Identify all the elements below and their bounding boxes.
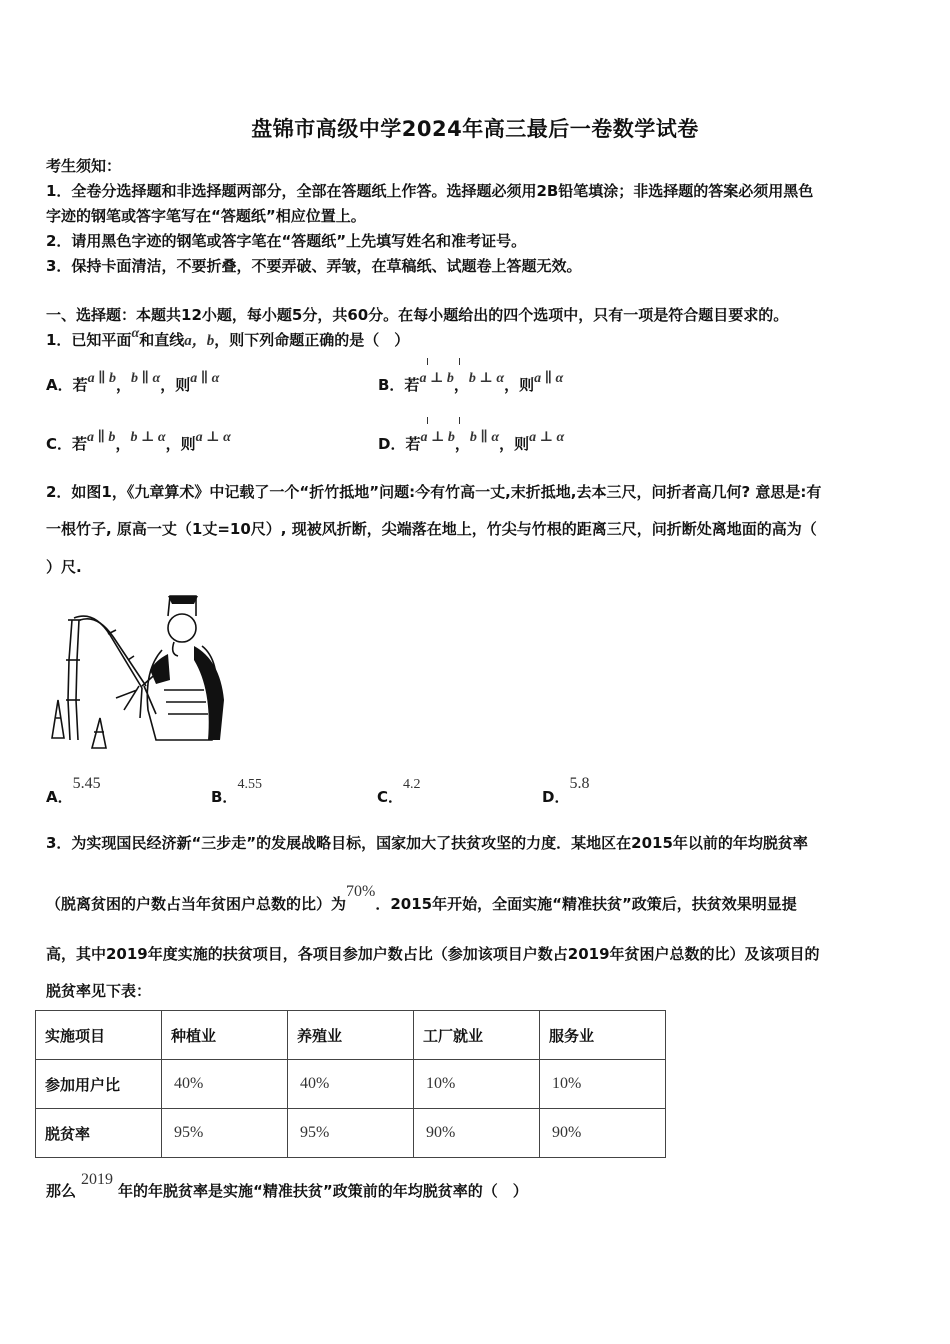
separator: ， [454,435,470,453]
condition: a ⊥ b [419,371,454,386]
table-cell: 10% [540,1060,666,1109]
option-value: 5.45 [72,775,101,792]
vector-mark [459,417,460,424]
notice-line: 字迹的钢笔或答字笔写在“答题纸”相应位置上。 [46,207,366,225]
option-label: A． [46,788,73,806]
question-2-line: ）尺. [46,558,82,576]
separator: ，则 [160,376,191,394]
table-cell: 90% [414,1109,540,1158]
stem-text: 1．已知平面 [46,331,132,349]
q2-option-b[interactable] [211,772,262,806]
table-row-label: 脱贫率 [36,1109,162,1158]
question-2-line: 一根竹子, 原高一丈（1丈=10尺）, 现被风折断，尖端落在地上，竹尖与竹根的距离三尺，问折断处离地面的高为（ [46,520,817,538]
stem-text: ．2015年开始，全面实施“精准扶贫”政策后，扶贫效果明显提 [375,895,797,913]
alpha-symbol: α [131,326,140,341]
option-value: 4.2 [403,777,421,792]
q2-option-a[interactable] [46,772,101,806]
q1-option-c[interactable] [46,430,231,454]
table-header-cell: 实施项目 [36,1011,162,1060]
stem-text: （脱离贫困的户数占当年贫困户总数的比）为 [46,895,347,913]
question-3-line [46,883,797,914]
question-3-line: 高，其中2019年度实施的扶贫项目，各项目参加户数占比（参加该项目户数占2019年贫困户总数的比）及该项目的 [46,945,820,963]
separator: ，则 [504,376,535,394]
notice-line: 3．保持卡面清洁，不要折叠，不要弄破、弄皱，在草稿纸、试题卷上答题无效。 [46,257,582,275]
separator: ， [116,376,132,394]
table-header-cell: 工厂就业 [414,1011,540,1060]
conclusion: a ∥ α [534,371,564,386]
option-label: D．若 [378,435,421,453]
table-cell: 90% [540,1109,666,1158]
separator: ，则 [165,435,196,453]
question-1-stem [46,326,410,350]
table-cell: 10% [414,1060,540,1109]
table-cell: 40% [162,1060,288,1109]
condition: a ∥ b [87,430,116,445]
notice-heading: 考生须知： [46,157,122,175]
page-title: 盘锦市高级中学2024年高三最后一卷数学试卷 [251,117,699,141]
option-label: C．若 [46,435,88,453]
section-heading: 一、选择题：本题共12小题，每小题5分，共60分。在每小题给出的四个选项中，只有一项是符合题目要求的。 [46,306,789,324]
option-label: A．若 [46,376,88,394]
q1-option-d[interactable] [378,430,565,454]
question-3-tail [46,1171,528,1201]
q1-option-a[interactable] [46,371,220,395]
table-cell: 95% [162,1109,288,1158]
option-label: D． [542,788,570,806]
condition: a ∥ b [87,371,117,386]
stem-text: 年的年脱贫率是实施“精准扶贫”政策前的年均脱贫率的（ ） [118,1182,528,1200]
separator: ， [115,435,131,453]
bamboo-scholar-illustration [44,590,234,755]
option-label: C． [377,788,404,806]
condition: a ⊥ b [420,430,455,445]
option-value: 4.55 [237,777,262,792]
table-row-label: 参加用户比 [36,1060,162,1109]
table-header-cell: 服务业 [540,1011,666,1060]
table-cell: 40% [288,1060,414,1109]
separator: ， [453,376,469,394]
conclusion: a ∥ α [190,371,220,386]
table-row [36,1060,666,1109]
question-2-line: 2．如图1，《九章算术》中记载了一个“折竹抵地”问题:今有竹高一丈,末折抵地,去本三尺，问折者高几何? 意思是:有 [46,483,822,501]
baseline-rate: 70% [346,883,376,900]
table-row [36,1109,666,1158]
notice-line: 2．请用黑色字迹的钢笔或答字笔在“答题纸”上先填写姓名和准考证号。 [46,232,527,250]
condition: b ∥ α [469,430,500,445]
table-header-cell: 种植业 [162,1011,288,1060]
vector-mark [427,358,428,365]
option-label: B．若 [378,376,420,394]
stem-text: 和直线 [139,331,185,349]
notice-line: 1．全卷分选择题和非选择题两部分，全部在答题纸上作答。选择题必须用2B铅笔填涂；非选择题的答案必须用黑色 [46,182,814,200]
table-cell: 95% [288,1109,414,1158]
table-header-row [36,1011,666,1060]
vector-mark [459,358,460,365]
question-3-line: 3．为实现国民经济新“三步走”的发展战略目标，国家加大了扶贫攻坚的力度．某地区在2015年以前的年均脱贫率 [46,834,808,852]
separator: ，则 [499,435,530,453]
option-value: 5.8 [569,775,590,792]
condition: b ⊥ α [468,371,505,386]
conclusion: a ⊥ α [529,430,565,445]
question-3-line: 脱贫率见下表： [46,982,152,1000]
poverty-project-table [35,1010,666,1158]
option-label: B． [211,788,238,806]
q1-option-b[interactable] [378,371,564,395]
q2-option-d[interactable] [542,772,590,806]
table-header-cell: 养殖业 [288,1011,414,1060]
stem-text: ，则下列命题正确的是（ ） [214,331,410,349]
condition: b ⊥ α [130,430,166,445]
conclusion: a ⊥ α [195,430,231,445]
stem-text: 那么 [46,1182,77,1200]
lines-ab: a，b [184,333,215,349]
vector-mark [427,417,428,424]
condition: b ∥ α [131,371,161,386]
q2-option-c[interactable] [377,772,421,806]
year-value: 2019 [81,1171,114,1188]
